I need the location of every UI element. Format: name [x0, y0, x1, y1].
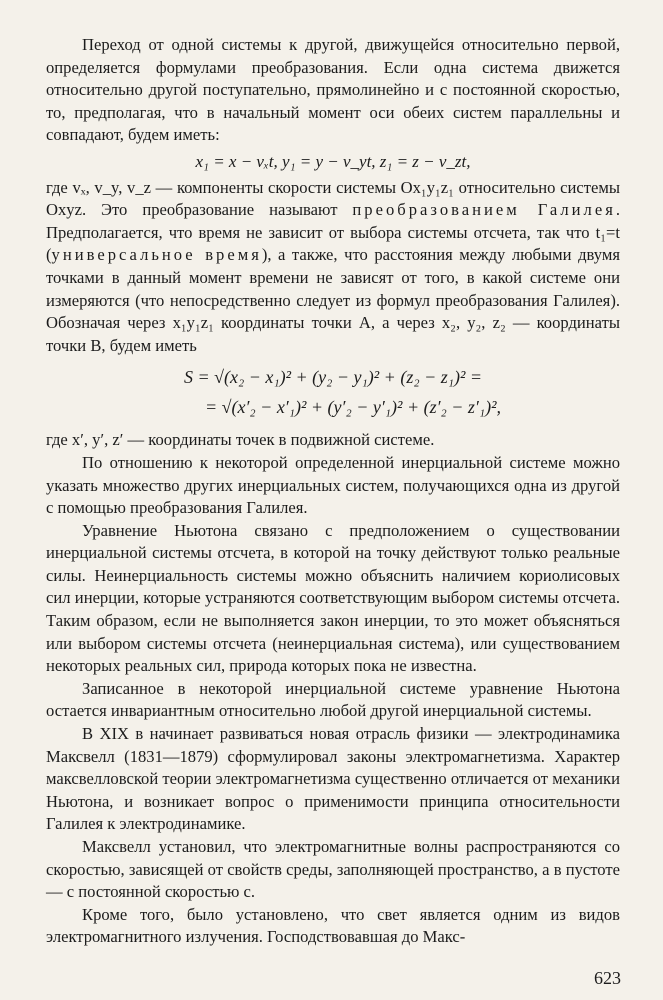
paragraph-7: В XIX в начинает развиваться новая отрасль физики — электродинамика Максвелл (1831—1879) сформулировал законы электромагнетизма. Характер максвелловской теории электромагнетизма существенно отличается от механики Ньютона, и возникает вопрос о применимости принципа относительности Галилея к электродинамике.: [46, 724, 620, 834]
paragraph-8: Максвелл установил, что электромагнитные волны распространяются со скоростью, зависящей от свойств среды, заполняющей пространство, а в пустоте — с постоянной скоростью c.: [46, 837, 620, 902]
galilean-transform-formula: x₁ = x − vₓt, y₁ = y − v_yt, z₁ = z − v_zt,: [195, 151, 471, 171]
paragraph-2-part-a: где vₓ, v_y, v_z — компоненты скорости системы Ox₁y₁z₁ относительно системы Oxyz. Это преобразование называют: [46, 177, 620, 220]
text-block: [46, 34, 620, 949]
page-number: 623: [594, 968, 621, 988]
paragraph-2-part-c: ), а также, что расстояния между любыми двумя точками в данный момент времени не зависят от того, в какой системе они измеряются (что непосредственно следует из формул преобразования Галилея). Обозначая через x₁y₁z₁ координаты точки A, а через x₂, y₂, z₂ — координаты точки B, будем иметь: [46, 245, 620, 355]
paragraph-9: Кроме того, было установлено, что свет является одним из видов электромагнитного излучения. Господствовавшая до Макс-: [46, 904, 620, 947]
paragraph-2: [46, 177, 620, 358]
paragraph-5: Уравнение Ньютона связано с предположением о существовании инерциальной системы отсчета, в которой на точку действуют только реальные силы. Неинерциальность системы можно объяснить наличием кориолисовых сил инерции, которые устраняются соответствующим выбором системы отсчета. Таким образом, если не выполняется закон инерции, то это может объясняться или выбором системы отсчета (неинерциальная система), или существованием некоторых реальных сил, природа которых пока не известна.: [46, 520, 620, 676]
distance-formula-line-1: S = √(x₂ − x₁)² + (y₂ − y₁)² + (z₂ − z₁)² =: [183, 367, 483, 388]
paragraph-4: По отношению к некоторой определенной инерциальной системе можно указать множество других инерциальных систем, получающихся одна из другой с помощью преобразования Галилея.: [46, 452, 620, 518]
term-universal-time: универсальное время: [51, 245, 262, 265]
term-galilean-transform: преобразованием Галилея: [352, 200, 616, 220]
paragraph-6: Записанное в некоторой инерциальной системе уравнение Ньютона остается инвариантным относительно любой другой инерциальной системы.: [46, 678, 620, 721]
paragraph-1: Переход от одной системы к другой, движущейся относительно первой, определяется формулами преобразования. Если одна система движется относительно другой поступательно, прямолинейно и с постоянной скоростью, то, предполагая, что в начальный момент оси обеих систем параллельны и совпадают, будем иметь:: [46, 35, 620, 145]
paragraph-2-part-b: . Предполагается, что время не зависит от выбора системы отсчета, так что t₁=t (: [46, 200, 620, 265]
distance-formula-line-2: = √(x′₂ − x′₁)² + (y′₂ − y′₁)² + (z′₂ − z′₁)²,: [204, 397, 502, 418]
paragraph-3: где x′, y′, z′ — координаты точек в подвижной системе.: [46, 430, 435, 450]
